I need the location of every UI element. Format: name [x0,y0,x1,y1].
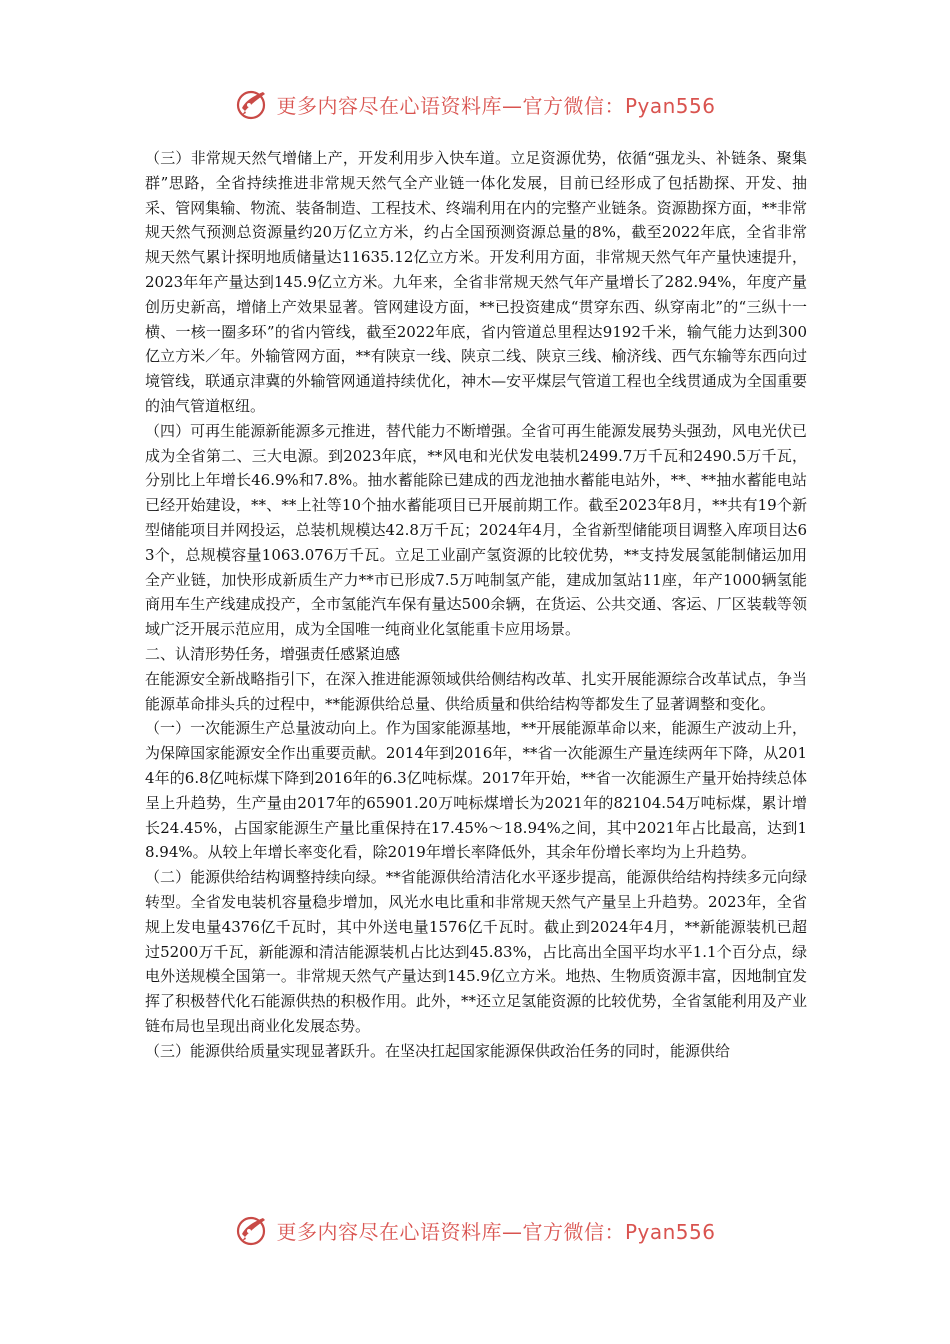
pen-logo-icon [234,86,270,122]
paragraph-unconventional-gas: （三）非常规天然气增储上产，开发利用步入快车道。立足资源优势，依循“强龙头、补链条、聚集群”思路，全省持续推进非常规天然气全产业链一体化发展，目前已经形成了包括勘探、开发、抽采、管网集输、物流、装备制造、工程技术、终端利用在内的完整产业链条。资源勘探方面，**非常规天然气预测总资源量约20万亿立方米，约占全国预测资源总量的8%，截至2022年底，全省非常规天然气累计探明地质储量达11635.12亿立方米。开发利用方面，非常规天然气年产量快速提升，2023年年产量达到145.9亿立方米。九年来，全省非常规天然气年产量增长了282.94%，年度产量创历史新高，增储上产效果显著。管网建设方面，**已投资建成“贯穿东西、纵穿南北”的“三纵十一横、一核一圈多环”的省内管线，截至2022年底，省内管道总里程达9192千米，输气能力达到300亿立方米／年。外输管网方面，**有陕京一线、陕京二线、陕京三线、榆济线、西气东输等东西向过境管线，联通京津冀的外输管网通道持续优化，神木—安平煤层气管道工程也全线贯通成为全国重要的油气管道枢纽。 [145,149,807,415]
document-body [145,146,807,1063]
pen-logo-icon [234,1212,270,1248]
header-banner-text: 更多内容尽在心语资料库—官方微信：Pyan556 [276,93,716,118]
paragraph-primary-energy-production: （一）一次能源生产总量波动向上。作为国家能源基地，**开展能源革命以来，能源生产波动上升，为保障国家能源安全作出重要贡献。2014年到2016年，**省一次能源生产量连续两年下降，从2014年的6.8亿吨标煤下降到2016年的6.3亿吨标煤。2017年开始，**省一次能源生产量开始持续总体呈上升趋势，生产量由2017年的65901.20万吨标煤增长为2021年的82104.54万吨标煤，累计增长24.45%，占国家能源生产量比重保持在17.45%～18.94%之间，其中2021年占比最高，达到18.94%。从较上年增长率变化看，除2019年增长率降低外，其余年份增长率均为上升趋势。 [145,719,807,862]
paragraph-renewable-energy: （四）可再生能源新能源多元推进，替代能力不断增强。全省可再生能源发展势头强劲，风电光伏已成为全省第二、三大电源。到2023年底，**风电和光伏发电装机2499.7万千瓦和2490.5万千瓦，分别比上年增长46.9%和7.8%。抽水蓄能除已建成的西龙池抽水蓄能电站外，**、**抽水蓄能电站已经开始建设，**、**上社等10个抽水蓄能项目已开展前期工作。截至2023年8月，**共有19个新型储能项目并网投运，总装机规模达42.8万千瓦；2024年4月，全省新型储能项目调整入库项目达63个，总规模容量1063.076万千瓦。立足工业副产氢资源的比较优势，**支持发展氢能制储运加用全产业链，加快形成新质生产力**市已形成7.5万吨制氢产能，建成加氢站11座，年产1000辆氢能商用车生产线建成投产，全市氢能汽车保有量达500余辆，在货运、公共交通、客运、厂区装载等领域广泛开展示范应用，成为全国唯一纯商业化氢能重卡应用场景。 [145,421,807,639]
paragraph-supply-quality: （三）能源供给质量实现显著跃升。在坚决扛起国家能源保供政治任务的同时，能源供给 [145,1041,731,1060]
section-heading-situation-tasks: 二、认清形势任务，增强责任感紧迫感 [145,644,401,663]
footer-banner-text: 更多内容尽在心语资料库—官方微信：Pyan556 [276,1219,716,1244]
paragraph-supply-structure: （二）能源供给结构调整持续向绿。**省能源供给清洁化水平逐步提高，能源供给结构持续多元向绿转型。全省发电装机容量稳步增加，风光水电比重和非常规天然气产量呈上升趋势。2023年，全省规上发电量4376亿千瓦时，其中外送电量1576亿千瓦时。截止到2024年4月，**新能源装机已超过5200万千瓦，新能源和清洁能源装机占比达到45.83%，占比高出全国平均水平1.1个百分点，绿电外送规模全国第一。非常规天然气产量达到145.9亿立方米。地热、生物质资源丰富，因地制宜发挥了积极替代化石能源供热的积极作用。此外，**还立足氢能资源的比较优势，全省氢能利用及产业链布局也呈现出商业化发展态势。 [145,868,807,1035]
paragraph-section-intro: 在能源安全新战略指引下，在深入推进能源领域供给侧结构改革、扎实开展能源综合改革试点，争当能源革命排头兵的过程中，**能源供给总量、供给质量和供给结构等都发生了显著调整和变化。 [145,669,807,713]
header-banner [0,82,950,126]
footer-banner [0,1208,950,1252]
